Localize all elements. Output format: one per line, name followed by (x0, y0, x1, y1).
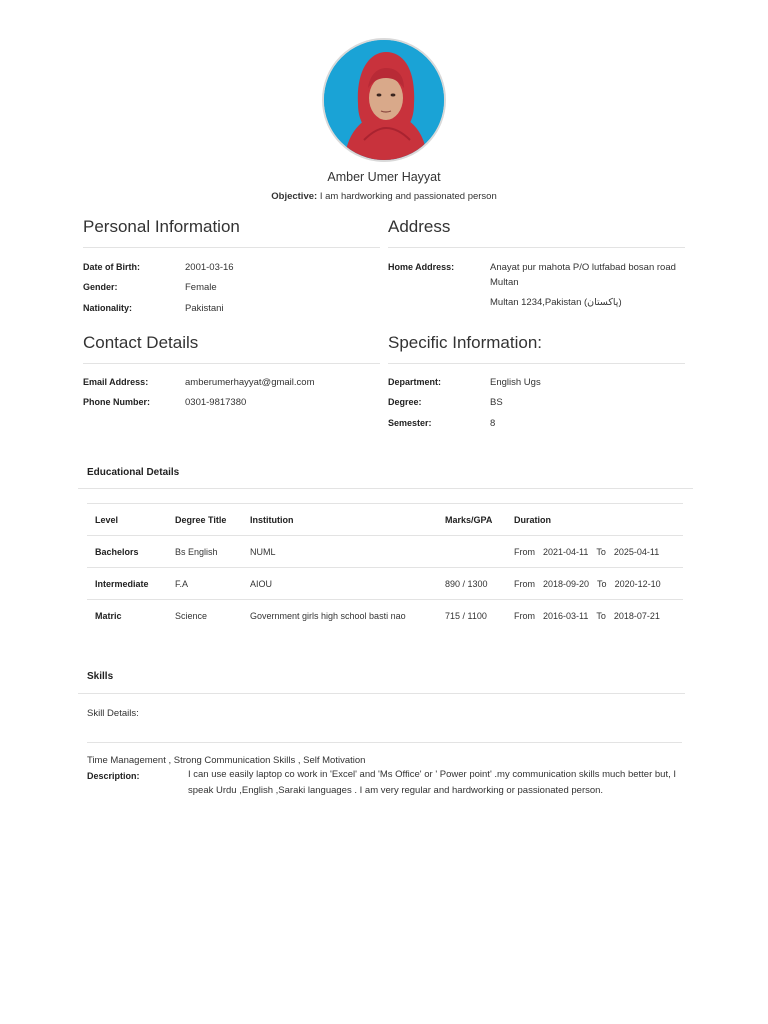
department-label: Department: (388, 377, 442, 387)
skills-title: Skills (87, 671, 114, 682)
from-label: From (514, 578, 535, 589)
contact-divider (83, 363, 380, 364)
col-degree-title: Degree Title (167, 504, 242, 536)
phone-label: Phone Number: (83, 397, 151, 407)
specific-divider (388, 363, 685, 364)
education-title: Educational Details (87, 467, 180, 478)
phone-value: 0301-9817380 (185, 397, 247, 408)
address-title: Address (388, 217, 451, 236)
home-address-label: Home Address: (388, 262, 455, 272)
degree-label: Degree: (388, 397, 422, 407)
skills-divider (78, 693, 685, 694)
education-table (87, 503, 683, 631)
from-label: From (514, 546, 535, 557)
skill-details-divider (87, 742, 682, 743)
semester-label: Semester: (388, 418, 432, 428)
profile-name: Amber Umer Hayyat (327, 170, 441, 184)
nationality-value: Pakistani (185, 303, 224, 314)
objective-label: Objective: (271, 191, 318, 202)
description-text (188, 767, 683, 799)
col-duration: Duration (506, 504, 683, 536)
cell-duration (506, 568, 683, 600)
to-label: To (596, 610, 606, 621)
specific-info-title: Specific Information: (388, 333, 543, 352)
to-label: To (597, 578, 607, 589)
address-divider (388, 247, 685, 248)
to-date: 2025-04-11 (613, 546, 660, 557)
skill-list: Time Management , Strong Communication Skills , Self Motivation (87, 755, 366, 766)
objective-text: I am hardworking and passionated person (317, 191, 497, 202)
description-label: Description: (87, 771, 140, 781)
personal-info-title: Personal Information (83, 217, 240, 236)
profile-photo-image (324, 40, 446, 162)
col-level: Level (87, 504, 167, 536)
description-line-1: I can use easily laptop co work in 'Excel' and 'Ms Office' or ' Power point' .my communication skills much better but, I (188, 769, 677, 780)
cell-level: Bachelors (87, 536, 167, 568)
department-value: English Ugs (490, 377, 541, 388)
profile-photo (322, 38, 446, 162)
from-date: 2021-04-11 (543, 546, 589, 557)
cell-institution: AIOU (242, 568, 437, 600)
degree-value: BS (490, 397, 503, 408)
col-institution: Institution (242, 504, 437, 536)
cell-level: Matric (87, 600, 167, 632)
to-date: 2018-07-21 (613, 610, 660, 621)
table-row (87, 536, 683, 568)
home-address-line2: Multan (490, 277, 519, 288)
semester-value: 8 (490, 418, 496, 429)
cell-marks (437, 536, 506, 568)
objective (0, 191, 768, 202)
education-divider (78, 488, 693, 489)
dob-value: 2001-03-16 (185, 262, 234, 273)
cell-marks: 890 / 1300 (437, 568, 506, 600)
cell-duration (506, 600, 683, 632)
to-label: To (596, 546, 606, 557)
personal-divider (83, 247, 380, 248)
cell-level: Intermediate (87, 568, 167, 600)
nationality-label: Nationality: (83, 303, 133, 313)
dob-label: Date of Birth: (83, 262, 140, 272)
cell-degree: Bs English (167, 536, 242, 568)
email-value: amberumerhayyat@gmail.com (185, 377, 315, 388)
from-label: From (514, 610, 535, 621)
home-address-line1: Anayat pur mahota P/O lutfabad bosan road (490, 262, 676, 273)
table-row (87, 600, 683, 632)
table-row (87, 568, 683, 600)
skill-details-label: Skill Details: (87, 708, 139, 719)
gender-value: Female (185, 282, 217, 293)
gender-label: Gender: (83, 282, 118, 292)
cell-marks: 715 / 1100 (437, 600, 506, 632)
description-line-2: speak Urdu ,English ,Saraki languages . I am very regular and hardworking or passionated person. (188, 785, 604, 796)
from-date: 2018-09-20 (543, 578, 590, 589)
from-date: 2016-03-11 (543, 610, 589, 621)
education-header-row (87, 504, 683, 536)
cell-institution: NUML (242, 536, 437, 568)
email-label: Email Address: (83, 377, 149, 387)
cell-degree: F.A (167, 568, 242, 600)
cell-institution: Government girls high school basti nao (242, 600, 437, 632)
home-address-line3: Multan 1234,Pakistan (پاکستان) (490, 297, 622, 308)
to-date: 2020-12-10 (614, 578, 661, 589)
col-marks: Marks/GPA (437, 504, 506, 536)
cell-degree: Science (167, 600, 242, 632)
cell-duration (506, 536, 683, 568)
contact-title: Contact Details (83, 333, 199, 352)
